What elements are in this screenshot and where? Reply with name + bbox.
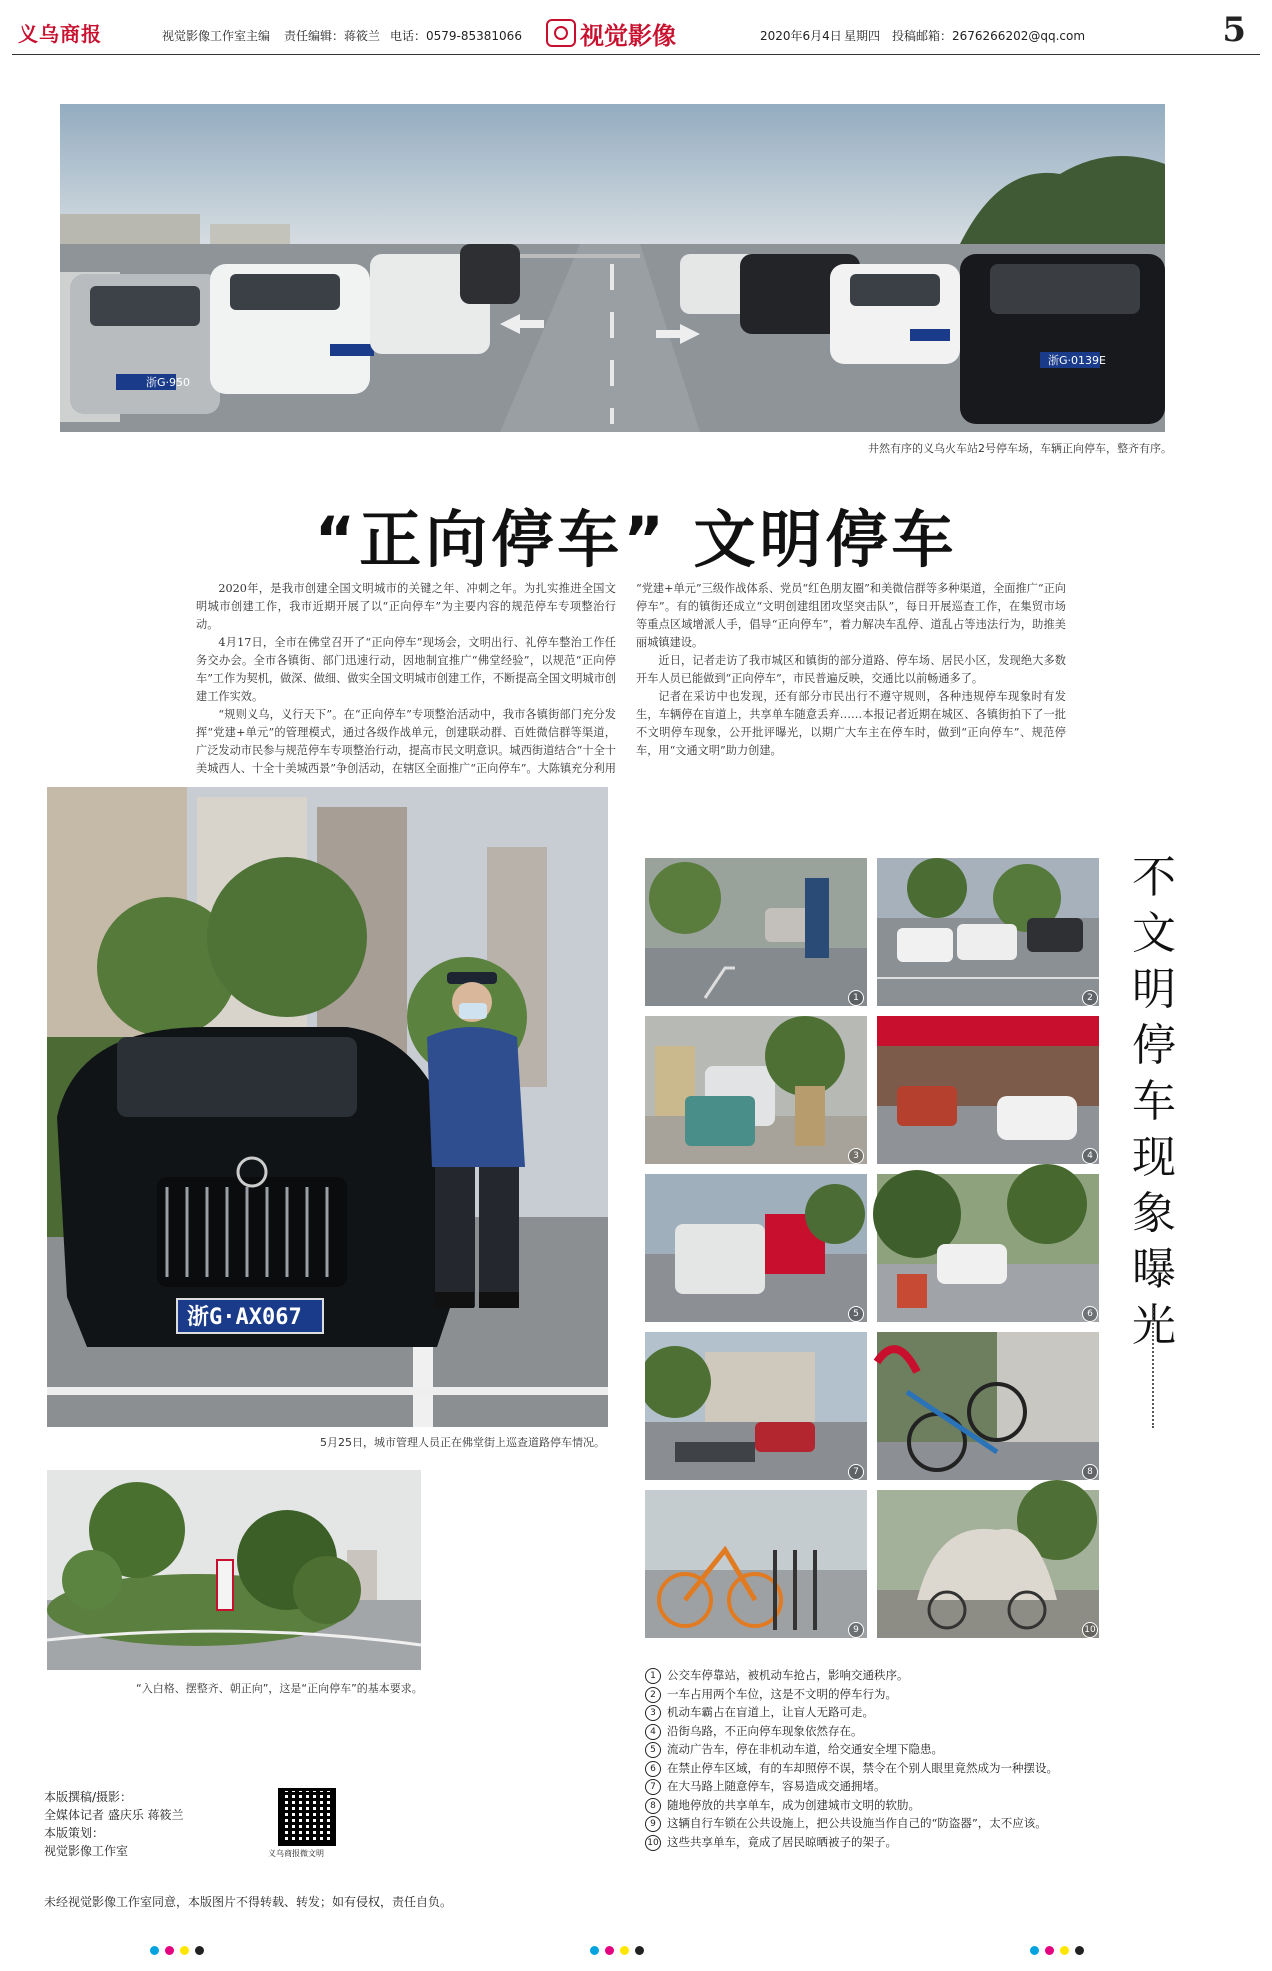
credits-line: 全媒体记者 盛庆乐 蒋筱兰 bbox=[44, 1808, 184, 1822]
plate-right: 浙G·0139E bbox=[1048, 354, 1106, 367]
photo-number: 2 bbox=[1082, 990, 1098, 1006]
date-text: 2020年6月4日 bbox=[760, 29, 842, 43]
email-text: 投稿邮箱：2676266202@qq.com bbox=[892, 29, 1086, 43]
vertical-title: 不文明停车现象曝光 bbox=[1132, 852, 1176, 1351]
note-item bbox=[645, 1685, 1145, 1704]
photo-number: 6 bbox=[1082, 1306, 1098, 1322]
parking-lot-illustration bbox=[60, 104, 1165, 432]
phone-text: 电话：0579-85381066 bbox=[390, 29, 522, 43]
page-number: 5 bbox=[1222, 10, 1246, 50]
credits-line: 视觉影像工作室 bbox=[44, 1844, 129, 1858]
article-right-column bbox=[636, 580, 1066, 760]
footer-note: 未经视觉影像工作室同意，本版图片不得转载、转发；如有侵权，责任自负。 bbox=[44, 1895, 453, 1909]
yellow-dot bbox=[1060, 1946, 1069, 1955]
note-text: 随地停放的共享单车，成为创建城市文明的软肋。 bbox=[667, 1797, 920, 1812]
black-dot bbox=[1075, 1946, 1084, 1955]
parking-lot-photo bbox=[60, 104, 1165, 432]
magenta-dot bbox=[165, 1946, 174, 1955]
roundabout-photo bbox=[47, 1470, 421, 1670]
note-text: 在禁止停车区域，有的车却照停不误，禁令在个别人眼里竟然成为一种摆设。 bbox=[667, 1760, 1058, 1775]
violation-photo-grid bbox=[645, 858, 1099, 1646]
note-text: 这些共享单车，竟成了居民晾晒被子的架子。 bbox=[667, 1834, 897, 1849]
photo-number: 9 bbox=[848, 1622, 864, 1638]
article-paragraph: 2020年，是我市创建全国文明城市的关键之年、冲刺之年。为扎实推进全国文明城市创建工作，我市近期开展了以“正向停车”为主要内容的规范停车专项整治行动。 bbox=[196, 582, 616, 631]
note-number: 9 bbox=[645, 1816, 661, 1832]
cyan-dot bbox=[590, 1946, 599, 1955]
plate-left: 浙G·950 bbox=[146, 376, 191, 389]
article-paragraph: “党建+单元”三级作战体系、党员“红色朋友圈”和美微信群等多种渠道，全面推广“正向停车”。有的镇街还成立“文明创建组团攻坚突击队”，每日开展巡查工作，在集贸市场等重点区域增派人手，倡导“正向停车”，着力解决车乱停、道乱占等违法行为，助推美丽城镇建设。 bbox=[636, 582, 1066, 649]
section-brand bbox=[546, 18, 676, 48]
article-paragraph: 近日，记者走访了我市城区和镇街的部分道路、停车场、居民小区，发现绝大多数开车人员已能做到“正向停车”，市民普遍反映，交通比以前畅通多了。 bbox=[636, 654, 1066, 685]
note-text: 一车占用两个车位，这是不文明的停车行为。 bbox=[667, 1686, 897, 1701]
photo-number: 4 bbox=[1082, 1148, 1098, 1164]
photo-number: 8 bbox=[1082, 1464, 1098, 1480]
note-number: 5 bbox=[645, 1742, 661, 1758]
registration-dots bbox=[150, 1946, 204, 1955]
photo-number: 5 bbox=[848, 1306, 864, 1322]
note-text: 公交车停靠站，被机动车抢占，影响交通秩序。 bbox=[667, 1668, 909, 1682]
credits-line: 本版撰稿/摄影： bbox=[44, 1790, 133, 1804]
note-item bbox=[645, 1703, 1145, 1722]
note-item bbox=[645, 1833, 1145, 1852]
note-text: 这辆自行车锁在公共设施上，把公共设施当作自己的“防盗器”，太不应该。 bbox=[667, 1816, 1047, 1830]
note-number: 2 bbox=[645, 1687, 661, 1703]
note-number: 6 bbox=[645, 1761, 661, 1777]
magenta-dot bbox=[1045, 1946, 1054, 1955]
note-item bbox=[645, 1777, 1145, 1796]
top-photo-caption: 井然有序的义乌火车站2号停车场，车辆正向停车，整齐有序。 bbox=[868, 442, 1172, 455]
roundabout-photo-caption: “入白格、摆整齐、朝正向”，这是“正向停车”的基本要求。 bbox=[136, 1682, 423, 1695]
note-item bbox=[645, 1759, 1145, 1778]
qr-label: 义乌商报微文明 bbox=[268, 1849, 324, 1858]
note-item bbox=[645, 1814, 1145, 1833]
registration-dots bbox=[1030, 1946, 1084, 1955]
camera-icon bbox=[546, 19, 576, 47]
note-item bbox=[645, 1666, 1145, 1685]
qr-code[interactable] bbox=[278, 1788, 336, 1846]
weekday-text: 星期四 bbox=[844, 29, 881, 43]
credits-block bbox=[44, 1788, 184, 1860]
headline: “正向停车” 文明停车 bbox=[314, 503, 958, 576]
note-number: 3 bbox=[645, 1705, 661, 1721]
host-text: 视觉影像工作室主编 bbox=[162, 29, 271, 43]
cyan-dot bbox=[150, 1946, 159, 1955]
note-item bbox=[645, 1796, 1145, 1815]
article-paragraph: 记者在采访中也发现，还有部分市民出行不遵守规则，各种违规停车现象时有发生，车辆停在盲道上，共享单车随意丢弃……本报记者近期在城区、各镇街拍下了一批不文明停车现象，公开批评曝光，以期广大车主在停车时，做到“正向停车”、规范停车，用“文通文明”助力创建。 bbox=[636, 690, 1066, 757]
yellow-dot bbox=[620, 1946, 629, 1955]
note-number: 1 bbox=[645, 1668, 661, 1684]
officer-photo bbox=[47, 787, 608, 1427]
registration-dots bbox=[590, 1946, 644, 1955]
note-number: 4 bbox=[645, 1724, 661, 1740]
magenta-dot bbox=[605, 1946, 614, 1955]
header-divider bbox=[12, 54, 1260, 55]
officer-illustration bbox=[47, 787, 608, 1427]
officer-car-plate: 浙G·AX067 bbox=[187, 1305, 302, 1330]
black-dot bbox=[195, 1946, 204, 1955]
article-paragraph: 4月17日，全市在佛堂召开了“正向停车”现场会，文明出行、礼停车整治工作任务交办会。全市各镇街、部门迅速行动，因地制宜推广“佛堂经验”，以规范“正向停车”工作为契机，做深、做细、做实全国文明城市创建工作，不断提高全国文明城市创建工作实效。 bbox=[196, 636, 616, 703]
note-number: 7 bbox=[645, 1779, 661, 1795]
note-text: 沿街乌路，不正向停车现象依然存在。 bbox=[667, 1723, 863, 1738]
roundabout-illustration bbox=[47, 1470, 421, 1670]
note-text: 机动车霸占在盲道上，让盲人无路可走。 bbox=[667, 1705, 874, 1719]
black-dot bbox=[635, 1946, 644, 1955]
photo-number: 3 bbox=[848, 1148, 864, 1164]
violation-grid-illustration bbox=[645, 858, 1099, 1646]
yellow-dot bbox=[180, 1946, 189, 1955]
cyan-dot bbox=[1030, 1946, 1039, 1955]
editor-text: 责任编辑：蒋筱兰 bbox=[284, 29, 381, 43]
note-text: 在大马路上随意停车，容易造成交通拥堵。 bbox=[667, 1779, 886, 1793]
article-paragraph: “规则义乌，义行天下”。在“正向停车”专项整治活动中，我市各镇街部门充分发挥“党建+单元”的管理模式，通过各级作战单元，创建联动群、百姓微信群等渠道，广泛发动市民参与规范停车专项整治行动，提高市民文明意识。城西街道结合“十全十美城西人、十全十美城西景”争创活动，在辖区全面推广“正向停车”。大陈镇充分利用 bbox=[196, 708, 616, 775]
photo-notes-list bbox=[645, 1666, 1145, 1851]
note-text: 流动广告车，停在非机动车道，给交通安全埋下隐患。 bbox=[667, 1742, 943, 1756]
note-number: 8 bbox=[645, 1798, 661, 1814]
vertical-divider bbox=[1152, 1308, 1154, 1428]
credits-line: 本版策划： bbox=[44, 1826, 105, 1840]
officer-photo-caption: 5月25日，城市管理人员正在佛堂街上巡查道路停车情况。 bbox=[320, 1436, 605, 1449]
section-title: 视觉影像 bbox=[580, 21, 676, 50]
photo-number: 10 bbox=[1082, 1622, 1098, 1638]
note-item bbox=[645, 1740, 1145, 1759]
article-left-column bbox=[196, 580, 616, 778]
note-item bbox=[645, 1722, 1145, 1741]
photo-number: 7 bbox=[848, 1464, 864, 1480]
photo-number: 1 bbox=[848, 990, 864, 1006]
note-number: 10 bbox=[645, 1835, 661, 1851]
masthead-logo: 义乌商报 bbox=[18, 22, 102, 46]
